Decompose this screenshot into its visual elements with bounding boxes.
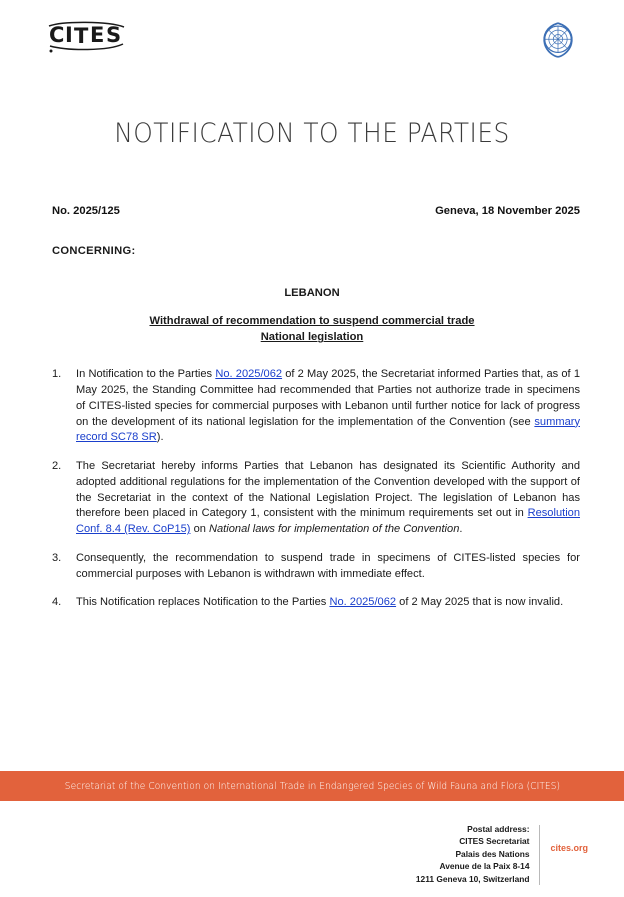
- paragraph-number: 2.: [52, 460, 62, 473]
- concerning-label: CONCERNING:: [52, 245, 136, 257]
- document-reference-link[interactable]: Resolution Conf. 8.4 (Rev. CoP15): [76, 507, 580, 536]
- svg-text:I: I: [65, 23, 73, 47]
- paragraph-item: [52, 459, 580, 538]
- address-line: Avenue de la Paix 8-14: [439, 861, 530, 872]
- postal-address: [416, 823, 530, 885]
- svg-text:S: S: [106, 23, 121, 47]
- footer-divider: [539, 825, 540, 885]
- subject-country: LEBANON: [284, 287, 340, 299]
- document-reference-link[interactable]: No. 2025/062: [215, 368, 283, 381]
- svg-text:E: E: [90, 23, 104, 47]
- un-emblem-icon: [536, 18, 580, 62]
- paragraph-item: [52, 595, 580, 611]
- paragraph-number: 3.: [52, 551, 62, 564]
- paragraph-text: [76, 367, 580, 446]
- notification-number: No. 2025/125: [52, 205, 120, 217]
- document-meta: [52, 205, 580, 217]
- italic-title-text: National laws for implementation of the Convention: [209, 523, 460, 536]
- document-reference-link[interactable]: No. 2025/062: [329, 596, 397, 609]
- paragraph-run: ).: [156, 431, 164, 444]
- page-title: NOTIFICATION TO THE PARTIES: [114, 118, 510, 149]
- svg-text:T: T: [74, 24, 88, 48]
- subject-line-2: National legislation: [260, 331, 364, 344]
- subject-line-1: Withdrawal of recommendation to suspend commercial trade: [149, 315, 475, 327]
- postal-address-label: Postal address:: [467, 823, 530, 834]
- address-line: 1211 Geneva 10, Switzerland: [415, 873, 530, 884]
- paragraph-run: Consequently, the recommendation to suspend trade in specimens of CITES-listed species for commercial purposes with Lebanon is withdrawn with immediate effect.: [76, 551, 580, 580]
- footer-band-text: Secretariat of the Convention on International Trade in Endangered Species of Wild Fauna and Flora (CITES): [64, 780, 560, 792]
- website-link[interactable]: cites.org: [550, 842, 588, 853]
- subject-block: [0, 287, 624, 345]
- document-header: [0, 0, 624, 90]
- paragraph-item: [52, 551, 580, 583]
- paragraph-text: [76, 551, 580, 583]
- paragraph-run: The Secretariat hereby informs Parties that Lebanon has designated its Scientific Authority and adopted additional regulations for the implementation of the Convention developed with the support of the Secretariat in the context of the National Legislation Project. The legislation of Lebanon has therefore been placed in Category 1, consistent with the minimum requirements set out in: [76, 460, 580, 520]
- paragraph-item: [52, 367, 580, 446]
- paragraph-run: .: [459, 523, 463, 536]
- paragraph-run: This Notification replaces Notification to the Parties: [76, 596, 330, 609]
- paragraph-text: [76, 459, 580, 538]
- place-and-date: Geneva, 18 November 2025: [435, 205, 580, 217]
- cites-logo-icon: [48, 20, 134, 62]
- address-line: CITES Secretariat: [459, 836, 530, 847]
- paragraph-number: 1.: [52, 368, 62, 381]
- svg-text:C: C: [49, 23, 64, 47]
- footer-band: [0, 771, 624, 801]
- paragraph-run: of 2 May 2025 that is now invalid.: [396, 596, 564, 609]
- footer-address-block: [416, 823, 588, 885]
- paragraph-number: 4.: [52, 596, 62, 609]
- address-line: Palais des Nations: [455, 848, 530, 859]
- paragraph-text: [76, 595, 580, 611]
- paragraph-run: of 2 May 2025, the Secretariat informed Parties that, as of 1 May 2025, the Standing Committee had recommended that Parties not authorize trade in specimens of CITES-listed species for commercial purposes with Lebanon until further notice for lack of progress on the development of its national legislation for the implementation of the Convention (see: [76, 368, 580, 428]
- numbered-paragraph-list: [52, 367, 580, 611]
- document-reference-link[interactable]: summary record SC78 SR: [76, 415, 580, 444]
- paragraph-run: In Notification to the Parties: [76, 368, 216, 381]
- paragraph-run: on: [190, 523, 209, 536]
